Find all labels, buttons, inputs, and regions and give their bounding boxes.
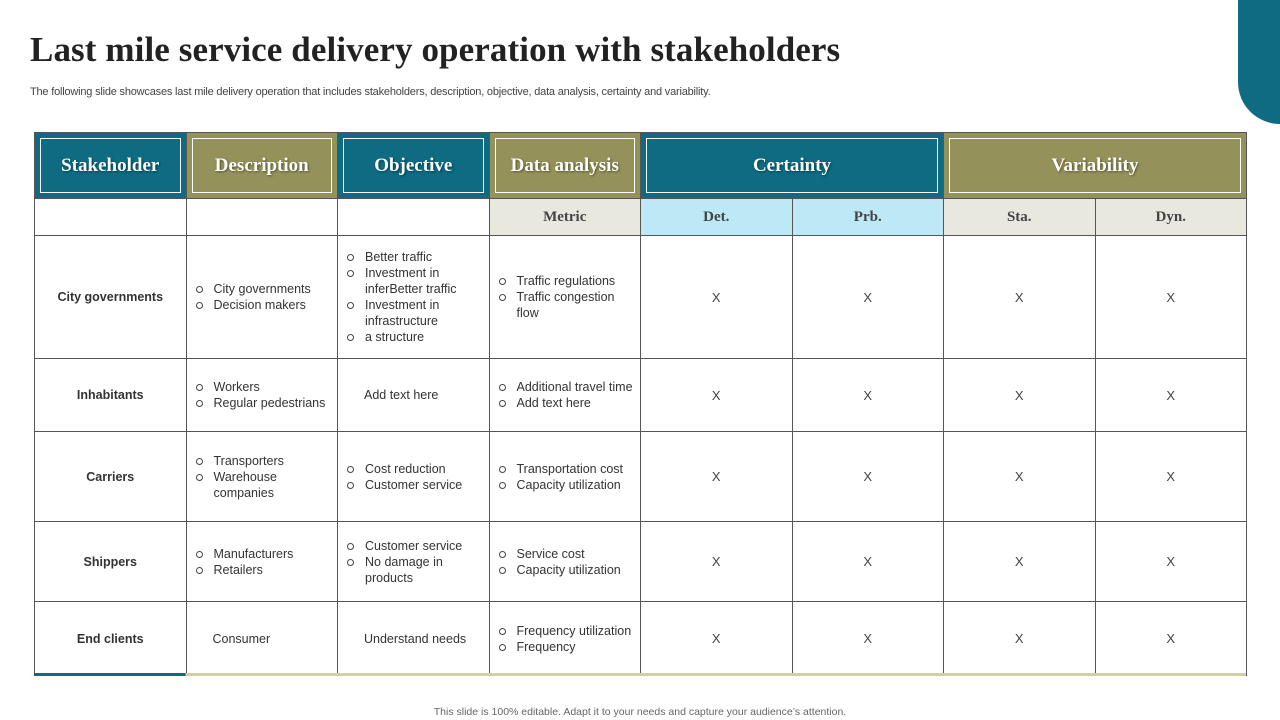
det-mark-cell: X — [641, 602, 793, 676]
description-cell — [186, 602, 338, 676]
header-stakeholder: Stakeholder — [35, 133, 187, 199]
sta-mark-cell: X — [944, 359, 1096, 432]
description-cell-list — [187, 546, 338, 578]
data-analysis-cell-list — [490, 273, 641, 321]
sta-mark-cell: X — [944, 522, 1096, 602]
data-analysis-cell — [489, 236, 641, 359]
stakeholder-cell: Inhabitants — [35, 359, 187, 432]
subheader-empty — [186, 199, 338, 236]
data-analysis-cell-list — [490, 379, 641, 411]
stakeholder-cell: End clients — [35, 602, 187, 676]
list-item: Capacity utilization — [498, 477, 635, 493]
objective-cell-text: Understand needs — [364, 631, 467, 646]
subheader-dyn: Dyn. — [1095, 199, 1247, 236]
list-item: Manufacturers — [195, 546, 332, 562]
list-item: Regular pedestrians — [195, 395, 332, 411]
dyn-mark-cell: X — [1095, 522, 1247, 602]
stakeholder-cell: Shippers — [35, 522, 187, 602]
objective-cell — [338, 359, 490, 432]
data-analysis-cell-list — [490, 623, 641, 655]
corner-decoration — [1238, 0, 1280, 124]
dyn-mark-cell: X — [1095, 236, 1247, 359]
list-item: Transportation cost — [498, 461, 635, 477]
description-cell-list — [187, 281, 338, 313]
list-item: Customer service — [346, 538, 483, 554]
description-cell-list — [187, 453, 338, 501]
prb-mark-cell: X — [792, 359, 944, 432]
list-item: Service cost — [498, 546, 635, 562]
list-item: Retailers — [195, 562, 332, 578]
subheader-prb: Prb. — [792, 199, 944, 236]
objective-cell — [338, 432, 490, 522]
table-row — [35, 236, 1247, 359]
list-item: Better traffic — [346, 249, 483, 265]
data-analysis-cell-list — [490, 461, 641, 493]
page-title: Last mile service delivery operation with stakeholders — [30, 30, 841, 69]
list-item: Frequency — [498, 639, 635, 655]
subheader-sta: Sta. — [944, 199, 1096, 236]
table-bottom-rule — [34, 673, 1246, 676]
list-item: Investment in infrastructure — [346, 297, 483, 329]
prb-mark-cell: X — [792, 236, 944, 359]
table-row — [35, 359, 1247, 432]
header-certainty: Certainty — [641, 133, 944, 199]
list-item: a structure — [346, 329, 483, 345]
list-item: No damage in products — [346, 554, 483, 586]
list-item: Cost reduction — [346, 461, 483, 477]
list-item: Traffic congestion flow — [498, 289, 635, 321]
description-cell — [186, 359, 338, 432]
header-variability: Variability — [944, 133, 1247, 199]
header-data-analysis: Data analysis — [489, 133, 641, 199]
table-row — [35, 602, 1247, 676]
objective-cell — [338, 236, 490, 359]
list-item: Additional travel time — [498, 379, 635, 395]
sta-mark-cell: X — [944, 236, 1096, 359]
data-analysis-cell — [489, 432, 641, 522]
data-analysis-cell — [489, 522, 641, 602]
footer-note: This slide is 100% editable. Adapt it to your needs and capture your audience’s attention. — [433, 706, 847, 718]
description-cell — [186, 432, 338, 522]
objective-cell-list — [338, 249, 489, 345]
description-cell-list — [187, 379, 338, 411]
list-item: Investment in inferBetter traffic — [346, 265, 483, 297]
data-analysis-cell — [489, 602, 641, 676]
prb-mark-cell: X — [792, 522, 944, 602]
list-item: Frequency utilization — [498, 623, 635, 639]
list-item: Capacity utilization — [498, 562, 635, 578]
list-item: Customer service — [346, 477, 483, 493]
dyn-mark-cell: X — [1095, 432, 1247, 522]
header-row — [35, 133, 1247, 199]
det-mark-cell: X — [641, 522, 793, 602]
dyn-mark-cell: X — [1095, 359, 1247, 432]
prb-mark-cell: X — [792, 432, 944, 522]
dyn-mark-cell: X — [1095, 602, 1247, 676]
page-subtitle: The following slide showcases last mile delivery operation that includes stakeholders, description, objective, data analysis, certainty and variability. — [30, 86, 711, 98]
stakeholder-cell: Carriers — [35, 432, 187, 522]
description-cell — [186, 236, 338, 359]
list-item: Warehouse companies — [195, 469, 332, 501]
subheader-det: Det. — [641, 199, 793, 236]
data-analysis-cell-list — [490, 546, 641, 578]
description-cell-text: Consumer — [212, 631, 271, 646]
list-item: Decision makers — [195, 297, 332, 313]
objective-cell — [338, 522, 490, 602]
data-analysis-cell — [489, 359, 641, 432]
header-description: Description — [186, 133, 338, 199]
subheader-row — [35, 199, 1247, 236]
objective-cell-text: Add text here — [364, 388, 439, 402]
sta-mark-cell: X — [944, 432, 1096, 522]
subheader-empty — [338, 199, 490, 236]
objective-cell-list — [338, 461, 489, 493]
list-item: Traffic regulations — [498, 273, 635, 289]
list-item: Transporters — [195, 453, 332, 469]
det-mark-cell: X — [641, 359, 793, 432]
objective-cell — [338, 602, 490, 676]
stakeholder-table — [34, 132, 1247, 676]
list-item: City governments — [195, 281, 332, 297]
table-row — [35, 432, 1247, 522]
subheader-metric: Metric — [489, 199, 641, 236]
subheader-empty — [35, 199, 187, 236]
objective-cell-list — [338, 538, 489, 586]
list-item: Add text here — [498, 395, 635, 411]
prb-mark-cell: X — [792, 602, 944, 676]
header-objective: Objective — [338, 133, 490, 199]
det-mark-cell: X — [641, 236, 793, 359]
description-cell — [186, 522, 338, 602]
list-item: Workers — [195, 379, 332, 395]
det-mark-cell: X — [641, 432, 793, 522]
table-row — [35, 522, 1247, 602]
sta-mark-cell: X — [944, 602, 1096, 676]
stakeholder-cell: City governments — [35, 236, 187, 359]
